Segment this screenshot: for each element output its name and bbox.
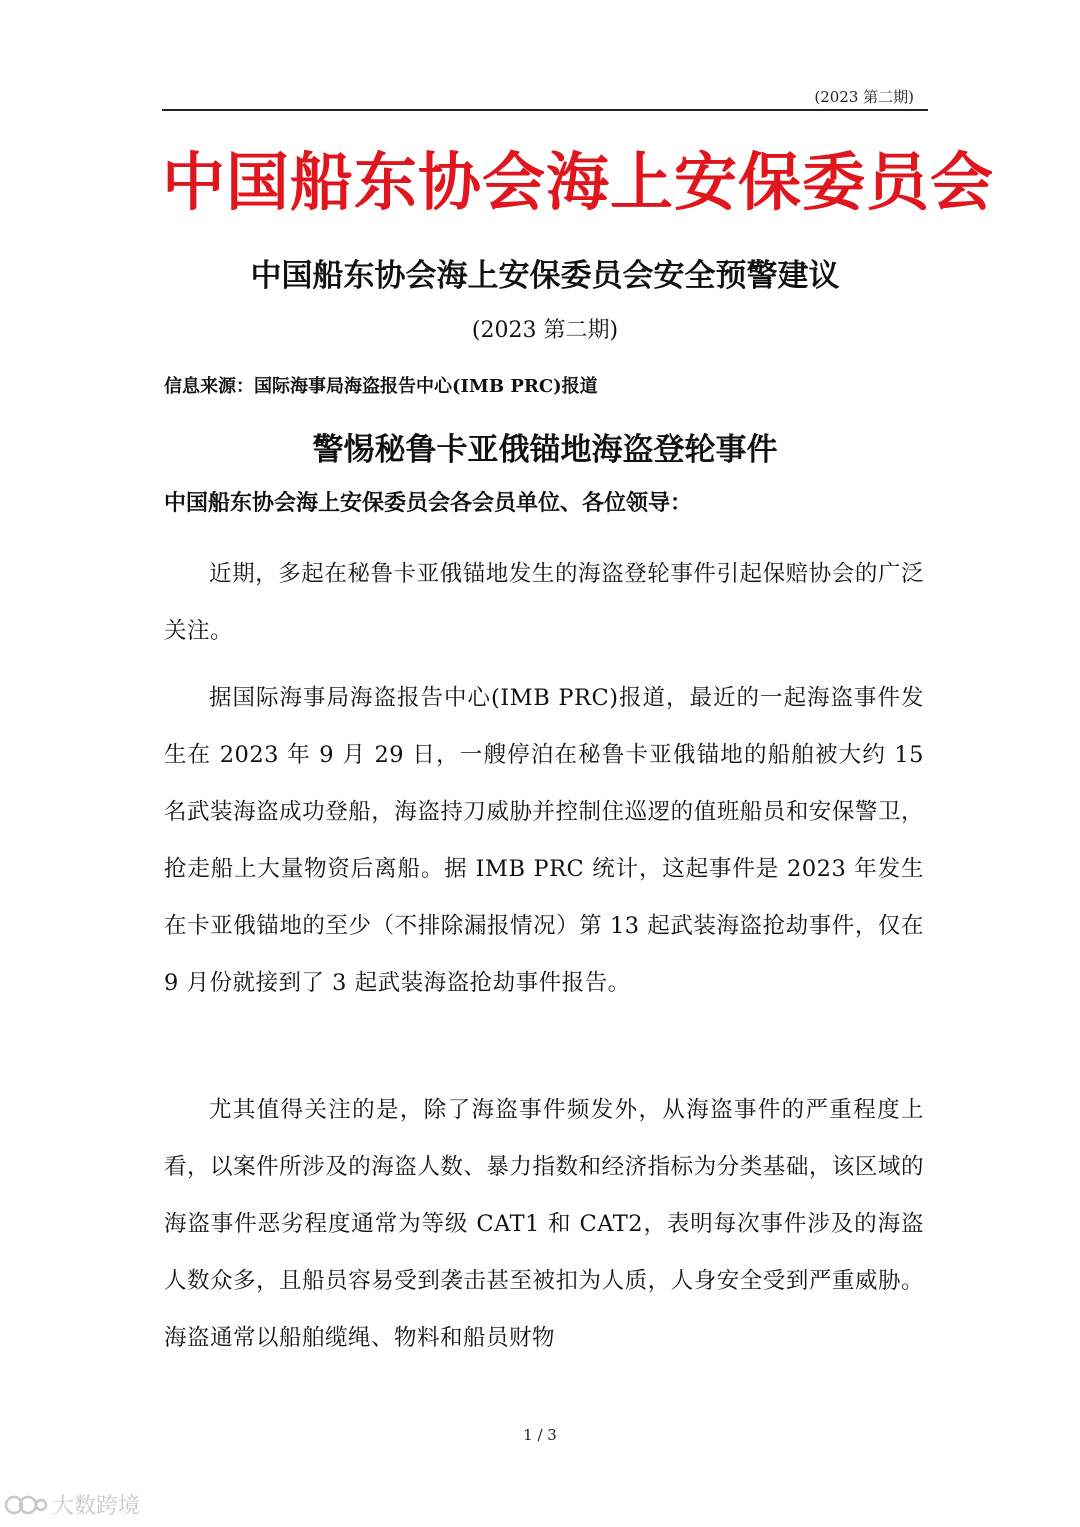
issue-number: (2023 第二期) bbox=[471, 318, 619, 343]
paragraph: 近期，多起在秘鲁卡亚俄锚地发生的海盗登轮事件引起保赔协会的广泛关注。 bbox=[164, 561, 924, 644]
paragraph: 据国际海事局海盗报告中心(IMB PRC)报道，最近的一起海盗事件发生在 2023 年 9 月 29 日，一艘停泊在秘鲁卡亚俄锚地的船舶被大约 15 名武装海盗成功登船，海盗持刀威胁并控制住巡逻的值班船员和安保警卫，抢走船上大量物资后离船。据 IMB PRC 统计，这起事件是 2023 年发生在卡亚俄锚地的至少（不排除漏报情况）第 13 起武装海盗抢劫事件，仅在 9 月份就接到了 3 起武装海盗抢劫事件报告。 bbox=[164, 685, 924, 996]
watermark bbox=[4, 1489, 140, 1520]
organization-banner: 中国船东协会海上安保委员会 bbox=[162, 146, 994, 219]
header-rule bbox=[162, 109, 928, 111]
paragraph: 尤其值得关注的是，除了海盗事件频发外，从海盗事件的严重程度上看，以案件所涉及的海盗人数、暴力指数和经济指标为分类基础，该区域的海盗事件恶劣程度通常为等级 CAT1 和 CAT2，表明每次事件涉及的海盗人数众多，且船员容易受到袭击甚至被扣为人质，人身安全受到严重威胁。海盗通常以船舶缆绳、物料和船员财物 bbox=[164, 1097, 924, 1351]
watermark-logo-icon bbox=[4, 1492, 48, 1518]
article-headline: 警惕秘鲁卡亚俄锚地海盗登轮事件 bbox=[312, 432, 778, 468]
info-source: 信息来源：国际海事局海盗报告中心(IMB PRC)报道 bbox=[164, 376, 598, 397]
document-title: 中国船东协会海上安保委员会安全预警建议 bbox=[250, 258, 840, 294]
header-issue-label: (2023 第二期) bbox=[814, 88, 914, 106]
watermark-text: 大数跨境 bbox=[52, 1494, 141, 1519]
page-number: 1 / 3 bbox=[523, 1426, 557, 1444]
salutation: 中国船东协会海上安保委员会各会员单位、各位领导： bbox=[164, 490, 693, 516]
